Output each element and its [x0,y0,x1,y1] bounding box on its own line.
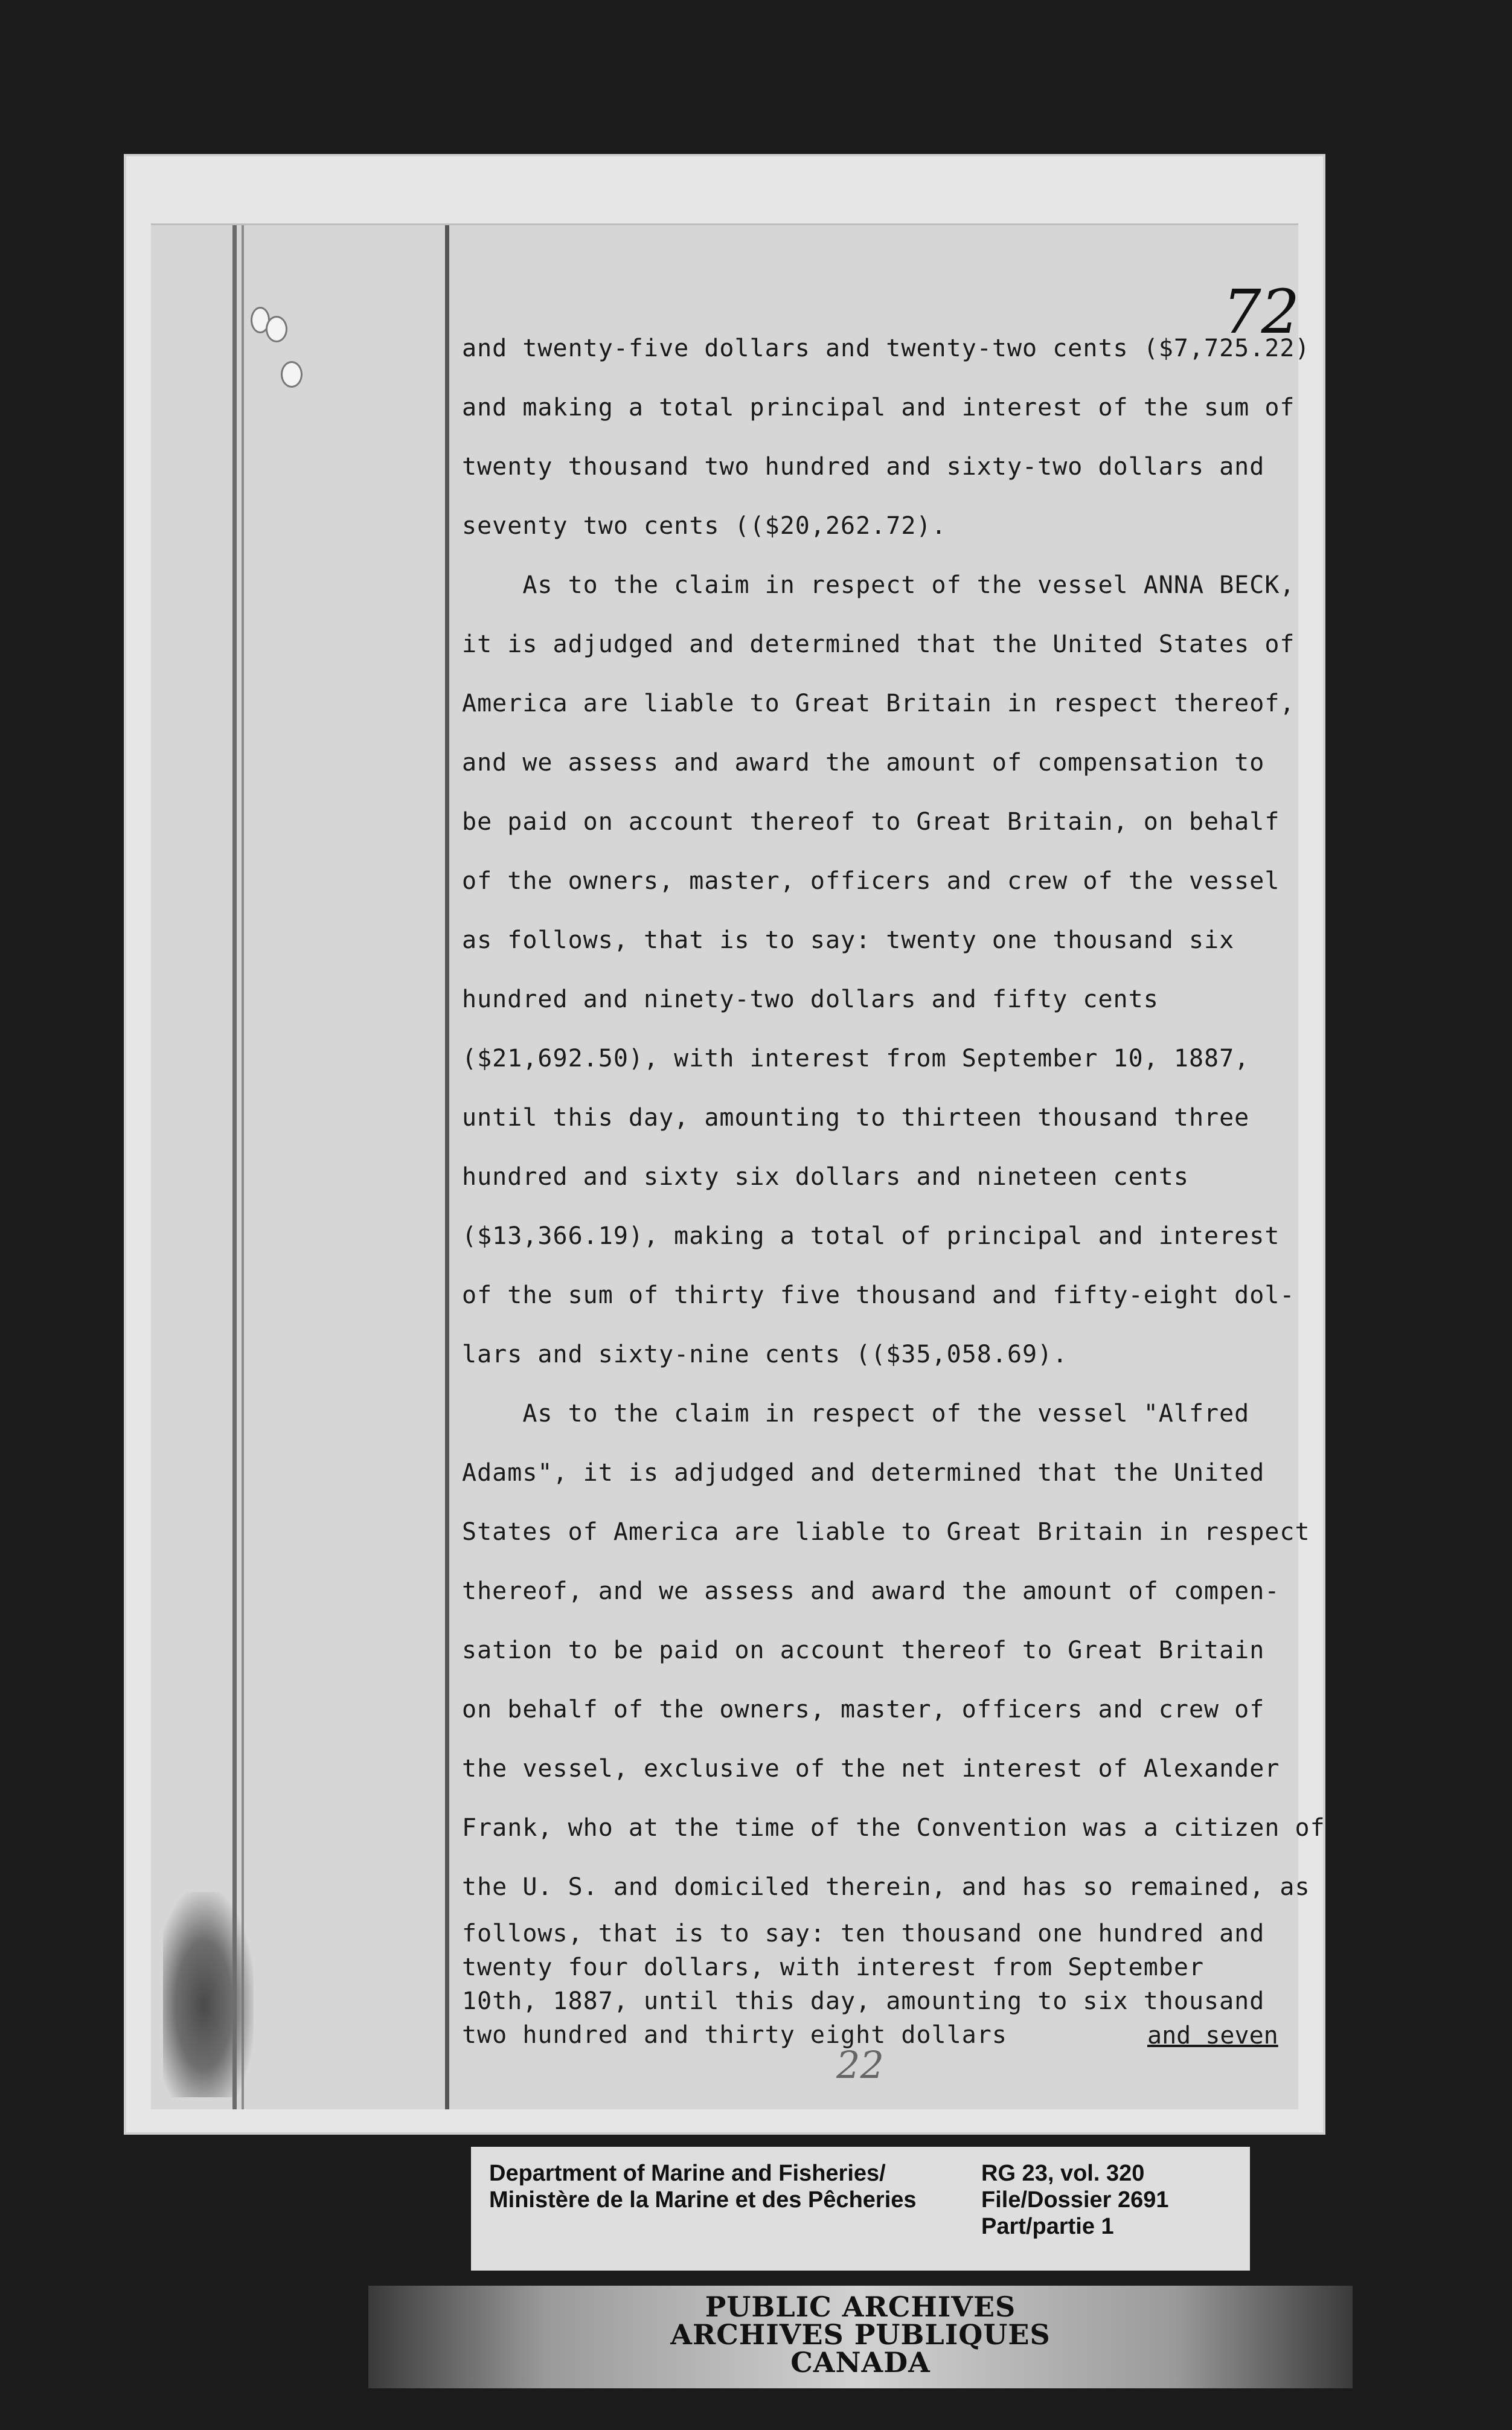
part-number: Part/partie 1 [981,2214,1114,2239]
margin-rule-left-inner [242,225,244,2109]
text-line: thereof, and we assess and award the amount of compen- [462,1577,1280,1605]
archive-line-en: PUBLIC ARCHIVES [705,2291,1016,2323]
archive-line-fr: ARCHIVES PUBLIQUES [670,2318,1051,2351]
handwritten-page-number: 72 [1223,277,1300,347]
text-line: ($13,366.19), making a total of principal and interest [462,1222,1280,1250]
text-line: two hundred and thirty eight dollars [462,2021,1007,2049]
text-line: and making a total principal and interest of the sum of [462,394,1295,422]
text-line: twenty thousand two hundred and sixty-two dollars and [462,453,1265,481]
archive-stamp [368,2286,1353,2388]
text-line: hundred and sixty six dollars and nineteen cents [462,1163,1189,1191]
punch-hole [266,316,287,342]
text-line: on behalf of the owners, master, officers and crew of [462,1696,1265,1723]
text-line: of the sum of thirty five thousand and fifty-eight dol- [462,1281,1295,1309]
typed-text [462,319,1325,2052]
text-line: hundred and ninety-two dollars and fifty cents [462,986,1159,1013]
department-name-en: Department of Marine and Fisheries/ [489,2161,886,2186]
department-name-fr: Ministère de la Marine et des Pêcheries [489,2187,917,2213]
text-line: Frank, who at the time of the Convention was a citizen of [462,1814,1325,1842]
handwritten-folio-number: 22 [836,2043,884,2087]
file-number: File/Dossier 2691 [981,2187,1169,2213]
text-line: twenty four dollars, with interest from September [462,1954,1205,1981]
water-stain [163,1892,254,2097]
text-line: ($21,692.50), with interest from September 10, 1887, [462,1045,1250,1072]
page-body [151,223,1325,2109]
record-reference [981,2160,1169,2240]
text-line: As to the claim in respect of the vessel ANNA BECK, [462,571,1295,599]
text-line: and we assess and award the amount of compensation to [462,749,1265,777]
text-line: States of America are liable to Great Britain in respect [462,1518,1310,1546]
document-page [124,154,1325,2135]
punch-hole [281,361,303,388]
archive-reference-label [471,2147,1250,2271]
archive-line-country: CANADA [790,2346,931,2379]
text-line: of the owners, master, officers and crew of the vessel [462,867,1280,895]
text-line: lars and sixty-nine cents (($35,058.69). [462,1341,1068,1368]
text-line: and twenty-five dollars and twenty-two cents ($7,725.22) [462,335,1310,362]
text-line: until this day, amounting to thirteen thousand three [462,1104,1250,1132]
text-line: Adams", it is adjudged and determined that the United [462,1459,1265,1487]
text-line: the vessel, exclusive of the net interest of Alexander [462,1755,1280,1783]
text-line: seventy two cents (($20,262.72). [462,512,947,540]
text-line: the U. S. and domiciled therein, and has so remained, as [462,1873,1310,1901]
catchword: and seven [1147,2022,1278,2050]
text-line: As to the claim in respect of the vessel "Alfred [462,1400,1250,1428]
record-group: RG 23, vol. 320 [981,2161,1145,2186]
text-line: as follows, that is to say: twenty one thousand six [462,926,1235,954]
text-line: sation to be paid on account thereof to Great Britain [462,1637,1265,1664]
department-name [489,2160,917,2213]
text-line: 10th, 1887, until this day, amounting to six thousand [462,1987,1265,2015]
margin-rule-left [232,225,237,2109]
text-line: it is adjudged and determined that the United States of [462,630,1295,658]
text-line: follows, that is to say: ten thousand one hundred and [462,1920,1265,1948]
margin-rule-text [445,225,449,2109]
text-line: be paid on account thereof to Great Britain, on behalf [462,808,1280,836]
text-line: America are liable to Great Britain in respect thereof, [462,690,1295,717]
